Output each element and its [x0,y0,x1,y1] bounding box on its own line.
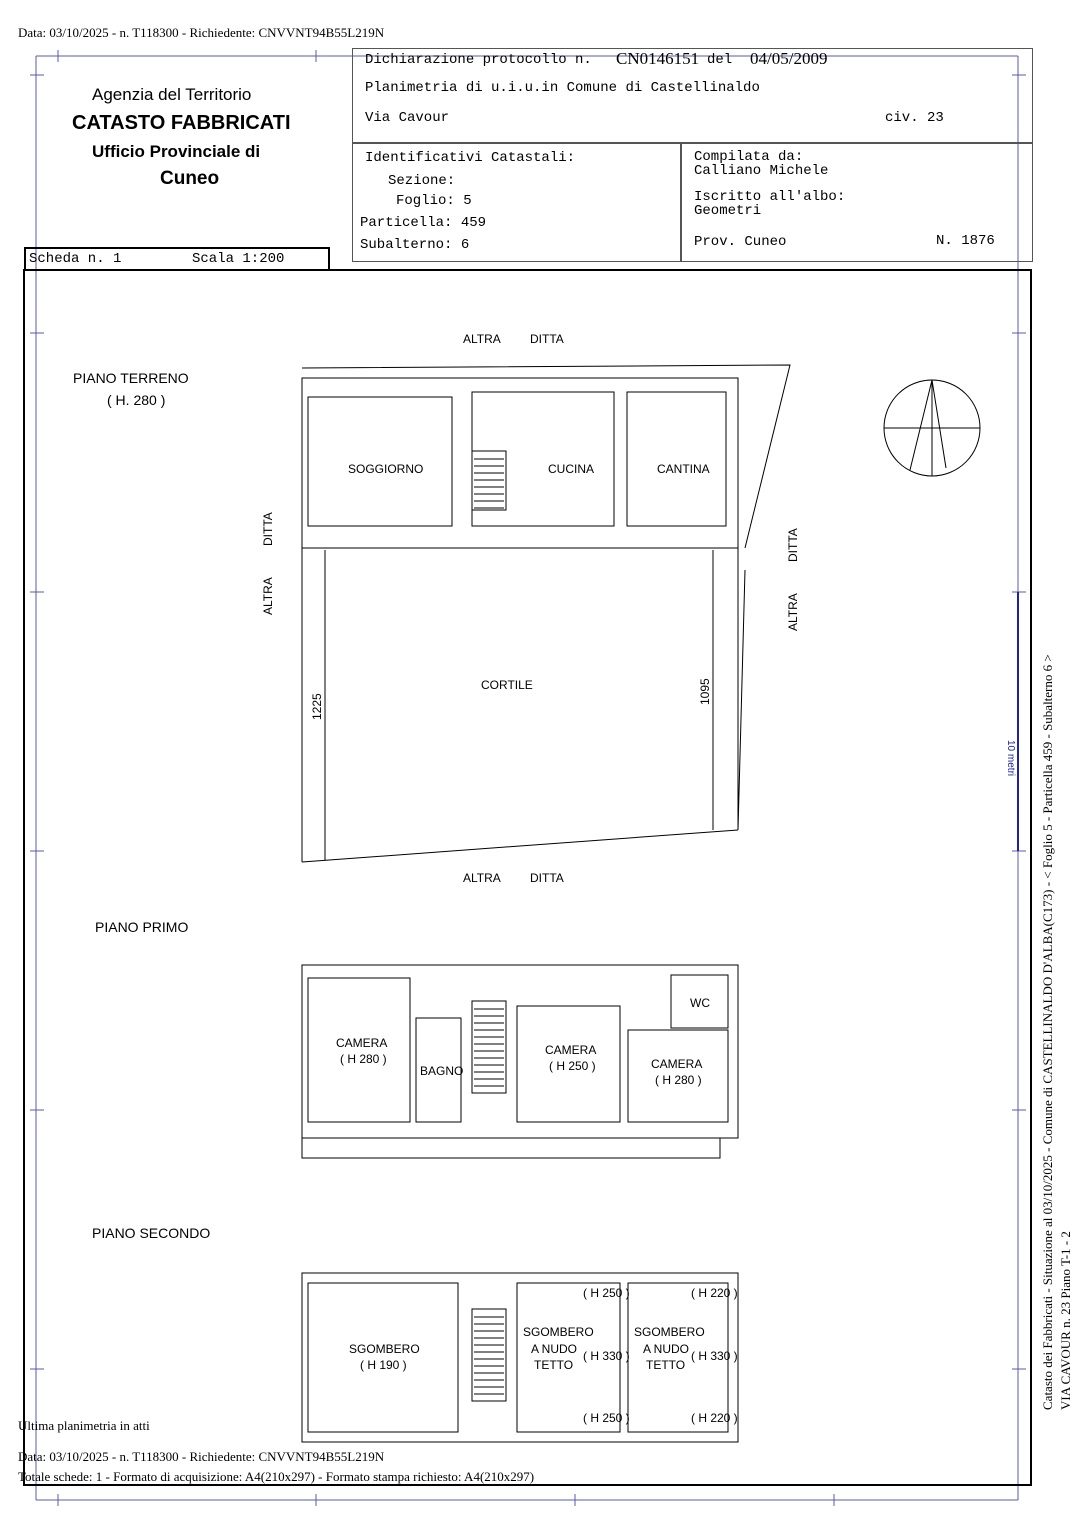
cortile-label: CORTILE [481,678,533,692]
province: Prov. Cuneo [694,234,787,250]
particella: Particella: 459 [360,215,487,231]
sgombero-2-label: SGOMBERO [523,1325,594,1339]
label-altra-right: ALTRA [786,593,800,631]
camera-2-label: CAMERA [545,1043,597,1057]
piano-terreno-height: ( H. 280 ) [107,392,166,408]
del-label: del [707,52,733,68]
height-h330-b: ( H 330 ) [691,1349,738,1363]
height-h220-bottom: ( H 220 ) [691,1411,738,1425]
label-ditta-right: DITTA [786,528,800,562]
room-camera-1 [308,978,410,1122]
label-altra-top: ALTRA [463,332,501,346]
protocol-label: Dichiarazione protocollo n. [365,52,592,68]
soggiorno-label: SOGGIORNO [348,462,424,476]
albo-value: Geometri [694,203,762,219]
planimetria-text: Planimetria di u.i.u.in Comune di Castellinaldo [365,80,760,96]
ufficio-label: Ufficio Provinciale di [92,142,261,161]
label-ditta-bottom: DITTA [530,871,564,885]
camera-2-height: ( H 250 ) [549,1059,596,1073]
cucina-label: CUCINA [548,462,595,476]
height-h250-bottom: ( H 250 ) [583,1411,630,1425]
address: Via Cavour [365,110,450,126]
sgombero-3-label: SGOMBERO [634,1325,705,1339]
label-ditta-left: DITTA [261,512,275,546]
footer-totale: Totale schede: 1 - Formato di acquisizione: A4(210x297) - Formato stampa richiesto: A4(210x297) [18,1469,535,1484]
footer-request-line: Data: 03/10/2025 - n. T118300 - Richiedente: CNVVNT94B55L219N [18,1449,385,1464]
piano-secondo-label: PIANO SECONDO [92,1225,211,1241]
camera-1-label: CAMERA [336,1036,388,1050]
label-altra-bottom: ALTRA [463,871,501,885]
catasto-title: CATASTO FABBRICATI [72,112,291,134]
protocol-number: CN0146151 [616,49,700,68]
sgombero-2-tetto: TETTO [534,1358,574,1372]
piano-primo-label: PIANO PRIMO [95,919,189,935]
label-altra-left: ALTRA [261,577,275,615]
identificativi-title: Identificativi Catastali: [365,150,576,166]
cantina-label: CANTINA [657,462,710,476]
sgombero-2-a-nudo: A NUDO [531,1342,578,1356]
height-h330-a: ( H 330 ) [583,1349,630,1363]
sgombero-3-tetto: TETTO [646,1358,686,1372]
label-ditta-top: DITTA [530,332,564,346]
sezione: Sezione: [388,173,456,189]
scheda-number: Scheda n. 1 [29,251,122,267]
registration-number: N. 1876 [936,233,995,249]
bagno-label: BAGNO [420,1064,464,1078]
dimension-right: 1095 [698,678,712,705]
sgombero-3-a-nudo: A NUDO [643,1342,690,1356]
foglio: Foglio: 5 [396,193,472,209]
height-h250-top: ( H 250 ) [583,1286,630,1300]
scala: Scala 1:200 [192,251,285,267]
sgombero-1-label: SGOMBERO [349,1342,420,1356]
compilata-name: Calliano Michele [694,163,829,179]
room-cantina [627,392,726,526]
wc-label: WC [690,996,710,1010]
dimension-left: 1225 [310,693,324,720]
camera-3-height: ( H 280 ) [655,1073,702,1087]
camera-3-label: CAMERA [651,1057,703,1071]
agency-name: Agenzia del Territorio [92,85,252,104]
sgombero-1-height: ( H 190 ) [360,1358,407,1372]
ultima-planimetria: Ultima planimetria in atti [18,1418,150,1433]
ufficio-city: Cuneo [160,168,220,189]
civic-number: civ. 23 [885,110,944,126]
side-situation-text: Catasto dei Fabbricati - Situazione al 03/10/2025 - Comune di CASTELLINALDO D'ALBA(C173) - < Foglio 5 - Particella 459 - Subalterno 6 > [1040,654,1055,1410]
top-request-line: Data: 03/10/2025 - n. T118300 - Richiedente: CNVVNT94B55L219N [18,25,385,40]
piano-terreno-label: PIANO TERRENO [73,370,189,386]
height-h220-top: ( H 220 ) [691,1286,738,1300]
protocol-date: 04/05/2009 [750,49,828,68]
scale-bar-label: 10 metri [1005,740,1016,777]
albo-label: Iscritto all'albo: [694,189,846,205]
subalterno: Subalterno: 6 [360,237,470,253]
camera-1-height: ( H 280 ) [340,1052,387,1066]
side-address-text: VIA CAVOUR n. 23 Piano T-1 - 2 [1058,1231,1073,1410]
compilata-label: Compilata da: [694,149,804,165]
